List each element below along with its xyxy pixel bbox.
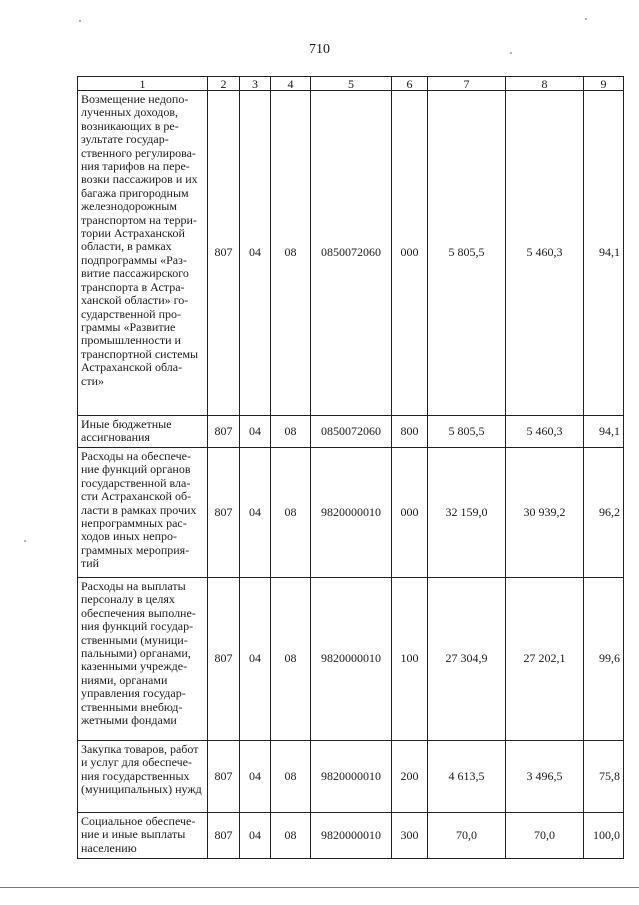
cell-subsection: 08 [271, 416, 311, 448]
cell-admin-code: 807 [208, 813, 240, 859]
cell-section: 04 [240, 741, 271, 813]
cell-expense-type: 000 [392, 448, 428, 578]
cell-target-article: 9820000010 [311, 578, 392, 741]
cell-planned: 5 805,5 [428, 416, 506, 448]
scan-speck [79, 20, 81, 22]
column-header-3: 3 [240, 77, 271, 91]
cell-target-article: 9820000010 [311, 813, 392, 859]
cell-admin-code: 807 [208, 91, 240, 416]
cell-percent: 99,6 [584, 578, 624, 741]
cell-subsection: 08 [271, 741, 311, 813]
cell-percent: 94,1 [584, 91, 624, 416]
cell-actual: 30 939,2 [506, 448, 584, 578]
column-header-7: 7 [428, 77, 506, 91]
cell-actual: 5 460,3 [506, 91, 584, 416]
cell-expense-type: 300 [392, 813, 428, 859]
cell-section: 04 [240, 416, 271, 448]
cell-actual: 70,0 [506, 813, 584, 859]
column-header-8: 8 [506, 77, 584, 91]
table-row [78, 91, 624, 416]
cell-percent: 96,2 [584, 448, 624, 578]
cell-target-article: 9820000010 [311, 741, 392, 813]
cell-actual: 5 460,3 [506, 416, 584, 448]
cell-admin-code: 807 [208, 741, 240, 813]
column-header-1: 1 [78, 77, 208, 91]
cell-planned: 32 159,0 [428, 448, 506, 578]
cell-percent: 75,8 [584, 741, 624, 813]
cell-planned: 4 613,5 [428, 741, 506, 813]
table-row [78, 741, 624, 813]
cell-planned: 5 805,5 [428, 91, 506, 416]
cell-actual: 27 202,1 [506, 578, 584, 741]
column-header-5: 5 [311, 77, 392, 91]
cell-admin-code: 807 [208, 578, 240, 741]
row-description: Закупка товаров, работ и услуг для обеспече-ния государственных (муниципальных) нужд [78, 741, 208, 813]
row-description: Расходы на выплаты персоналу в целях обеспечения выполне-ния функций государ-ственными (муници-пальными) органами, казенными учрежде-ниями, органами управления государ-ственными внебюд-жетными фондами [78, 578, 208, 741]
budget-table [77, 76, 624, 859]
cell-subsection: 08 [271, 91, 311, 416]
cell-planned: 27 304,9 [428, 578, 506, 741]
row-description: Расходы на обеспече-ние функций органов государственной вла-сти Астраханской об-ласти в рамках прочих непрограммных рас-ходов иных непро-граммных мероприя-тий [78, 448, 208, 578]
cell-percent: 100,0 [584, 813, 624, 859]
table-row [78, 448, 624, 578]
column-header-4: 4 [271, 77, 311, 91]
scan-speck [510, 52, 512, 54]
cell-target-article: 9820000010 [311, 448, 392, 578]
cell-percent: 94,1 [584, 416, 624, 448]
row-description: Возмещение недопо-лученных доходов, возникающих в ре-зультате государ-ственного регулирова-ния тарифов на пере-возки пассажиров и их багажа пригородным железнодорожным транспортом на терри-тории Астраханской области, в рамках подпрограммы «Раз-витие пассажирского транспорта в Астра-ханской области» го-сударственной про-граммы «Развитие промышленности и транспортной системы Астраханской обла-сти» [78, 91, 208, 416]
cell-target-article: 0850072060 [311, 416, 392, 448]
scan-speck [585, 18, 587, 20]
cell-section: 04 [240, 813, 271, 859]
table-row [78, 813, 624, 859]
cell-subsection: 08 [271, 578, 311, 741]
cell-admin-code: 807 [208, 448, 240, 578]
cell-section: 04 [240, 91, 271, 416]
table-row [78, 578, 624, 741]
row-description: Социальное обеспече-ние и иные выплаты населению [78, 813, 208, 859]
cell-expense-type: 200 [392, 741, 428, 813]
column-header-9: 9 [584, 77, 624, 91]
page-number: 710 [309, 42, 330, 57]
cell-expense-type: 000 [392, 91, 428, 416]
cell-expense-type: 800 [392, 416, 428, 448]
cell-subsection: 08 [271, 813, 311, 859]
table-row [78, 416, 624, 448]
column-header-6: 6 [392, 77, 428, 91]
scan-speck [24, 540, 26, 542]
cell-planned: 70,0 [428, 813, 506, 859]
cell-section: 04 [240, 578, 271, 741]
cell-section: 04 [240, 448, 271, 578]
cell-admin-code: 807 [208, 416, 240, 448]
page-bottom-rule [0, 887, 639, 888]
header-row [78, 77, 624, 91]
row-description: Иные бюджетные ассигнования [78, 416, 208, 448]
cell-actual: 3 496,5 [506, 741, 584, 813]
cell-expense-type: 100 [392, 578, 428, 741]
cell-target-article: 0850072060 [311, 91, 392, 416]
cell-subsection: 08 [271, 448, 311, 578]
column-header-2: 2 [208, 77, 240, 91]
